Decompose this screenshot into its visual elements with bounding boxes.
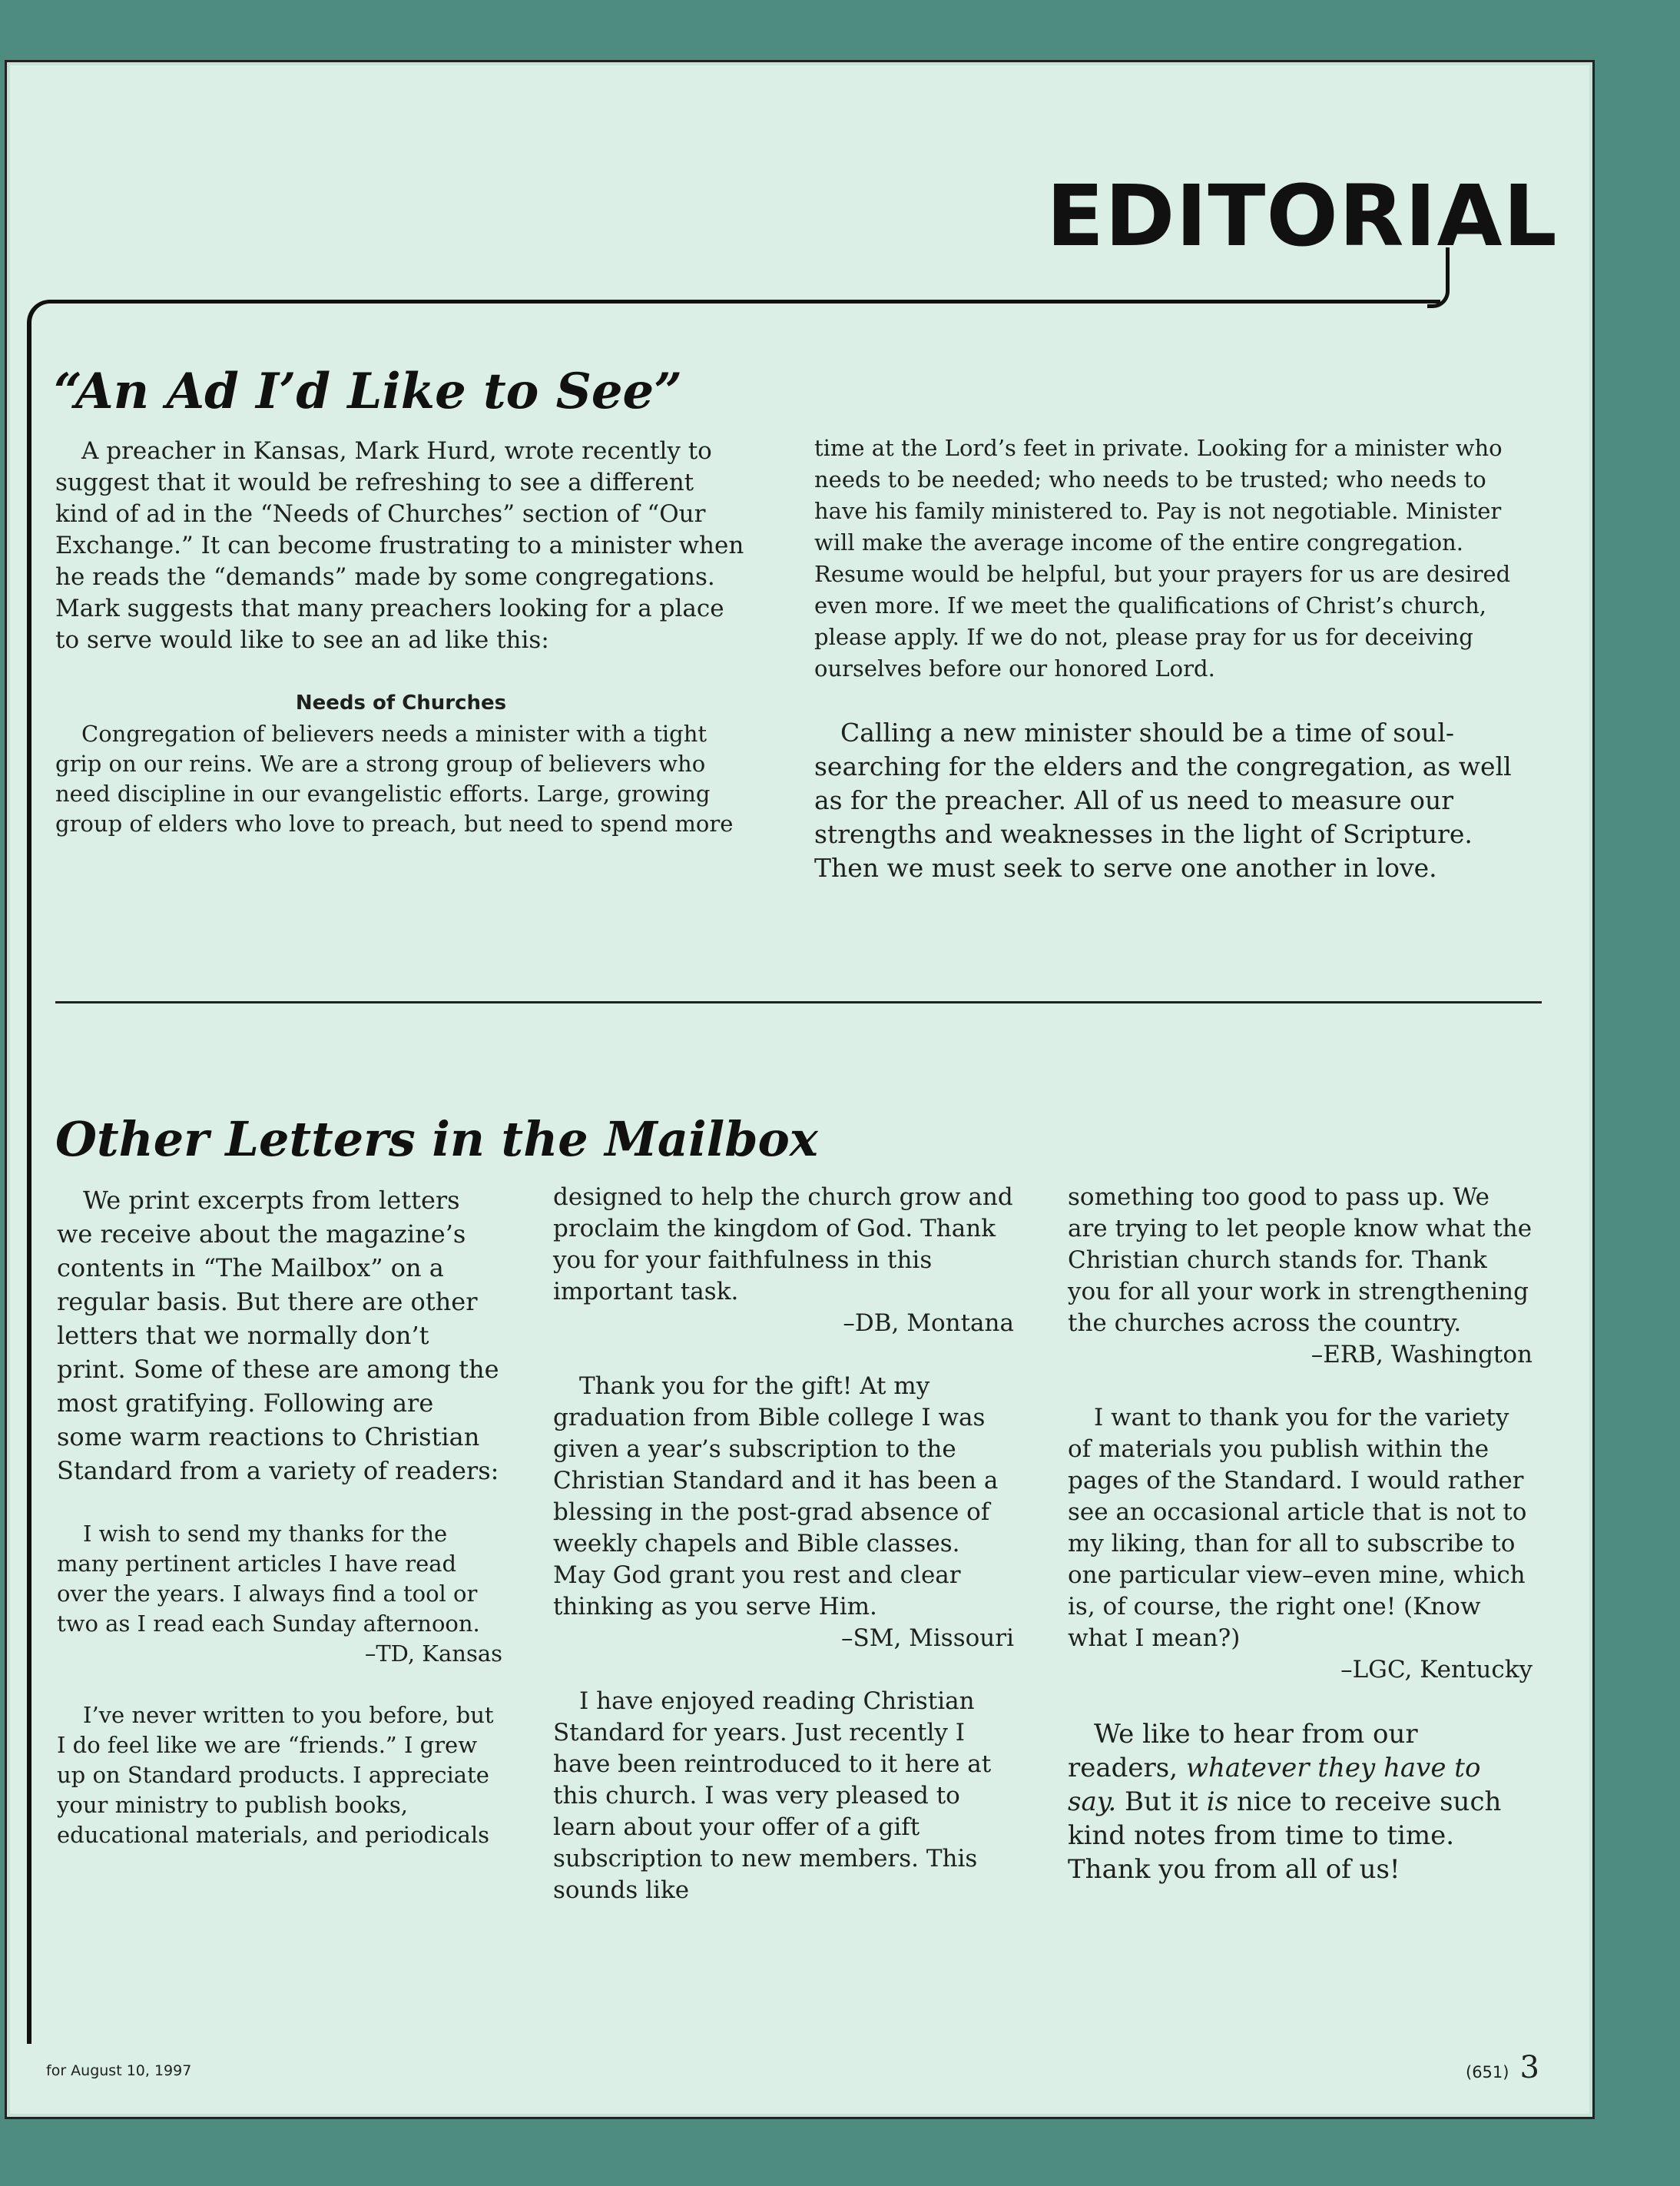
masthead-hook-rule [1427,247,1450,308]
letter-4-part1: I have enjoyed reading Christian Standard for years. Just recently I have been reintroduced to it here at this church. I was very pleased to learn about your offer of a gift subscription to new members. This sounds like [553,1687,992,1904]
article2-intro: We print excerpts from letters we receive about the magazine’s contents in “The Mailbox” on a regular basis. But there are other letters that we normally don’t print. Some of these are among the most gratifying. Following are some warm reactions to Christian Standard from a variety of readers: [57,1186,499,1485]
closing-paragraph [1068,1717,1533,1886]
letter-2-signature: –DB, Montana [843,1309,1014,1337]
closing-text-b: But it [1116,1786,1207,1817]
letter-5: I want to thank you for the variety of materials you publish within the pages of the Standard. I would rather see an occasional article that is not to my liking, than for all to subscribe to one particular view–even mine, which is, of course, the right one! (Know what I mean?) [1068,1404,1527,1652]
letter-1: I wish to send my thanks for the many pertinent articles I have read over the years. I always find a tool or two as I read each Sunday afternoon. [57,1521,480,1637]
article2-column-2 [553,1182,1014,1906]
letter-4-signature: –ERB, Washington [1311,1341,1533,1368]
ad-heading: Needs of Churches [295,692,507,715]
issue-number: (651) [1466,2063,1509,2082]
article2-title: Other Letters in the Mailbox [55,1111,818,1167]
ad-text-part1: Congregation of believers needs a minister with a tight grip on our reins. We are a strong group of believers who need discipline in our evangelistic efforts. Large, growing group of elders who love to preach, but need to spend more [55,721,734,837]
letter-2-part1: I’ve never written to you before, but I do feel like we are “friends.” I grew up on Standard products. I appreciate your ministry to publish books, educational materials, and periodicals [57,1702,494,1848]
letter-2-part2: designed to help the church grow and proclaim the kingdom of God. Thank you for your faithfulness in this important task. [553,1183,1013,1305]
footer-date: for August 10, 1997 [46,2062,192,2079]
letter-3-signature: –SM, Missouri [840,1624,1014,1652]
section-divider [55,1001,1542,1003]
article1-conclusion: Calling a new minister should be a time of soul-searching for the elders and the congregation, as well as for the preacher. All of us need to measure our strengths and weaknesses in the light of Scripture. Then we must seek to serve one another in love. [814,718,1512,883]
letter-1-signature: –TD, Kansas [364,1640,502,1667]
letter-5-signature: –LGC, Kentucky [1340,1656,1533,1683]
article2-column-1 [57,1183,502,1850]
article2-column-3 [1068,1182,1533,1886]
closing-italic: whatever they have to say. [1068,1753,1481,1817]
page-number: 3 [1519,2050,1539,2085]
article1-intro: A preacher in Kansas, Mark Hurd, wrote recently to suggest that it would be refreshing to see a different kind of ad in the “Needs of Churches” section of “Our Exchange.” It can become frustrating to a minister when he reads the “demands” made by some congregations. Mark suggests that many preachers looking for a place to serve would like to see an ad like this: [55,437,744,654]
letter-4-part2: something too good to pass up. We are trying to let people know what the Christian church stands for. Thank you for all your work in strengthening the churches across the country. [1068,1183,1533,1337]
article1-column-right [814,433,1542,885]
footer-page-info [1466,2050,1539,2085]
closing-text-c: nice to receive such kind notes from time to time. Thank you from all of us! [1068,1786,1502,1885]
editorial-masthead: EDITORIAL [1046,167,1558,265]
article1-title: “An Ad I’d Like to See” [54,363,683,420]
closing-text-a: We like to hear from our readers, [1068,1719,1418,1783]
letter-3: Thank you for the gift! At my graduation from Bible college I was given a year’s subscription to the Christian Standard and it has been a blessing in the post-grad absence of weekly chapels and Bible classes. May God grant you rest and clear thinking as you serve Him. [553,1372,999,1620]
ad-text-part2: time at the Lord’s feet in private. Looking for a minister who needs to be needed; who needs to be trusted; who needs to have his family ministered to. Pay is not negotiable. Minister will make the average income of the entire congregation. Resume would be helpful, but your prayers for us are desired even more. If we meet the qualifications of Christ’s church, please apply. If we do not, please pray for us for deceiving ourselves before our honored Lord. [814,435,1511,682]
article1-column-left [55,436,747,839]
closing-is: is [1206,1786,1229,1817]
